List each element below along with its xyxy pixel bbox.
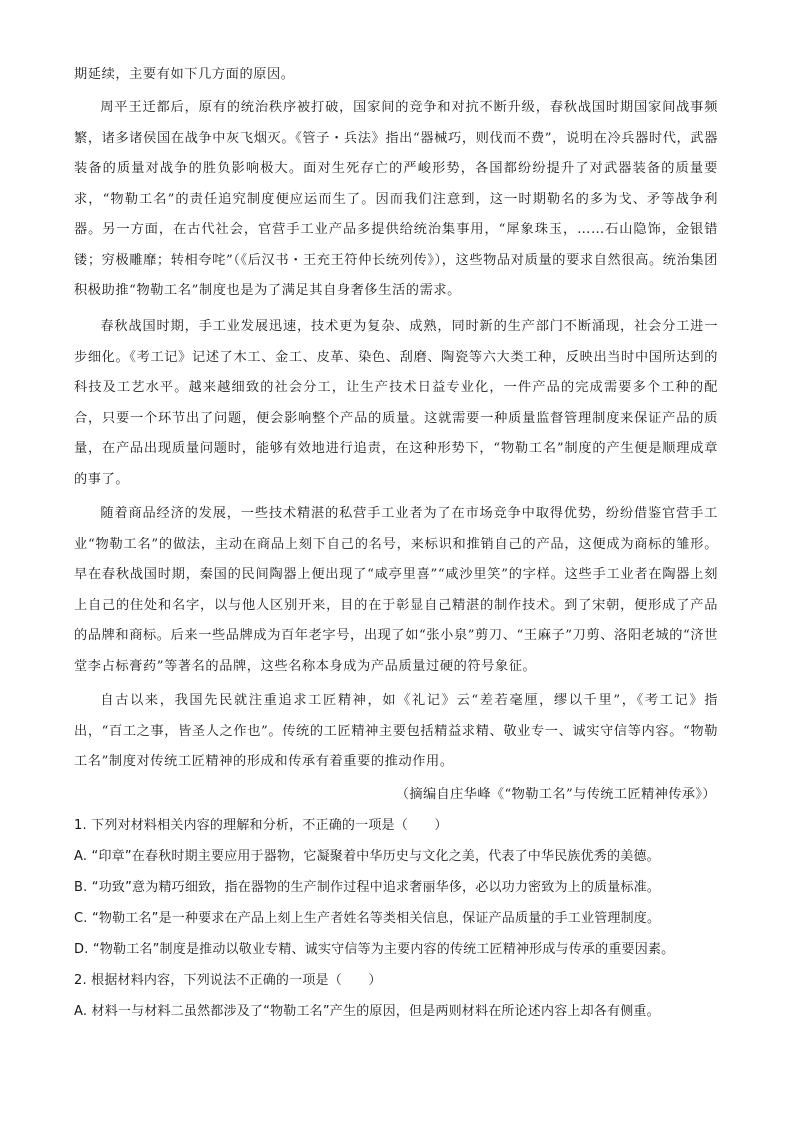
passage-source: （摘编自庄华峰《“物勒工名”与传统工匠精神传承》）	[395, 787, 716, 802]
question-2-stem: 2. 根据材料内容，下列说法不正确的一项是（ ）	[74, 973, 382, 988]
passage-paragraph-handicraft: 春秋战国时期，手工业发展迅速，技术更为复杂、成熟，同时新的生产部门不断涌现，社会分工进一步细化。《考工记》记述了木工、金工、皮革、染色、刮磨、陶瓷等六大类工种，反映出当时中国所达到的科技及工艺水平。越来越细致的社会分工，让生产技术日益专业化，一件产品的完成需要多个工种的配合，只要一个环节出了问题，便会影响整个产品的质量。这就需要一种质量监督管理制度来保证产品的质量，在产品出现质量问题时，能够有效地进行追责，在这种形势下，“物勒工名”制度的产生便是顺理成章的事了。	[74, 319, 718, 487]
passage-first-line: 期延续，主要有如下几方面的原因。	[74, 67, 295, 82]
question-1-option-b: B. “功致”意为精巧细致，指在器物的生产制作过程中追求奢丽华侈，必以功力密致为上的质量标准。	[74, 880, 661, 895]
question-1-option-d: D. “物勒工名”制度是推动以敬业专精、诚实守信等为主要内容的传统工匠精神形成与传承的重要因素。	[74, 942, 675, 957]
question-1-stem: 1. 下列对材料相关内容的理解和分析，不正确的一项是（ ）	[74, 818, 448, 833]
passage-paragraph-commerce: 随着商品经济的发展，一些技术精湛的私营手工业者为了在市场竞争中取得优势，纷纷借鉴官营手工业“物勒工名”的做法，主动在商品上刻下自己的名号，来标识和推销自己的产品，这便成为商标的雏形。早在春秋战国时期，秦国的民间陶器上便出现了“咸亭里喜”“咸沙里笑”的字样。这些手工业者在陶器上刻上自己的住处和名字，以与他人区别开来，目的在于彰显自己精湛的制作技术。到了宋朝，便形成了产品的品牌和商标。后来一些品牌成为百年老字号，出现了如“张小泉”剪刀、“王麻子”刀剪、洛阳老城的“济世堂李占标膏药”等著名的品牌，这些名称本身成为产品质量过硬的符号象征。	[74, 506, 718, 674]
passage-paragraph-war: 周平王迁都后，原有的统治秩序被打破，国家间的竞争和对抗不断升级，春秋战国时期国家间战事频繁，诸多诸侯国在战争中灰飞烟灭。《管子・兵法》指出“器械巧，则伐而不费”，说明在冷兵器时代，武器装备的质量对战争的胜负影响极大。面对生死存亡的严峻形势，各国都纷纷提升了对武器装备的质量要求，“物勒工名”的责任追究制度便应运而生了。因而我们注意到，这一时期勒名的多为戈、矛等战争利器。另一方面，在古代社会，官营手工业产品多提供给统治集事用，“犀象珠玉，……石山隐饰，金银错镂；穷极雕靡；转相夸咤”（《后汉书・王充王符仲长统列传》），这些物品对质量的要求自然很高。统治集团积极助推“物勒工名”制度也是为了满足其自身奢侈生活的需求。	[74, 100, 718, 298]
question-1-option-a: A. “印章”在春秋时期主要应用于器物，它凝聚着中华历史与文化之美，代表了中华民族优秀的美德。	[74, 849, 660, 864]
passage-paragraph-craftsman-spirit: 自古以来，我国先民就注重追求工匠精神，如《礼记》云“差若毫厘，缪以千里”，《考工记》指出，“百工之事，皆圣人之作也”。传统的工匠精神主要包括精益求精、敬业专一、诚实守信等内容。“物勒工名”制度对传统工匠精神的形成和传承有着重要的推动作用。	[74, 693, 718, 769]
question-1-option-c: C. “物勒工名”是一种要求在产品上刻上生产者姓名等类相关信息，保证产品质量的手工业管理制度。	[74, 911, 661, 926]
question-2-option-a: A. 材料一与材料二虽然都涉及了“物勒工名”产生的原因，但是两则材料在所论述内容上却各有侧重。	[74, 1004, 660, 1019]
